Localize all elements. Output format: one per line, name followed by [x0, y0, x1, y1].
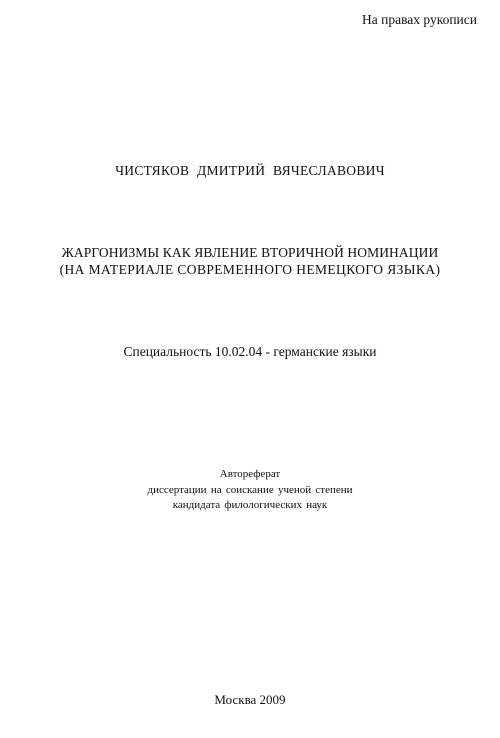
manuscript-rights-note: На правах рукописи	[361, 12, 477, 27]
author-name: ЧИСТЯКОВ ДМИТРИЙ ВЯЧЕСЛАВОВИЧ	[115, 163, 385, 178]
specialty-line: Специальность 10.02.04 - германские языки	[123, 344, 377, 359]
dissertation-title-line-2: (НА МАТЕРИАЛЕ СОВРЕМЕННОГО НЕМЕЦКОГО ЯЗЫКА)	[59, 262, 441, 277]
city-year: Москва 2009	[214, 692, 286, 707]
abstract-field-line: кандидата филологических наук	[172, 499, 328, 511]
abstract-label: Автореферат	[219, 468, 281, 480]
abstract-degree-line: диссертации на соискание ученой степени	[147, 484, 353, 496]
dissertation-title-line-1: ЖАРГОНИЗМЫ КАК ЯВЛЕНИЕ ВТОРИЧНОЙ НОМИНАЦИИ	[61, 245, 439, 260]
